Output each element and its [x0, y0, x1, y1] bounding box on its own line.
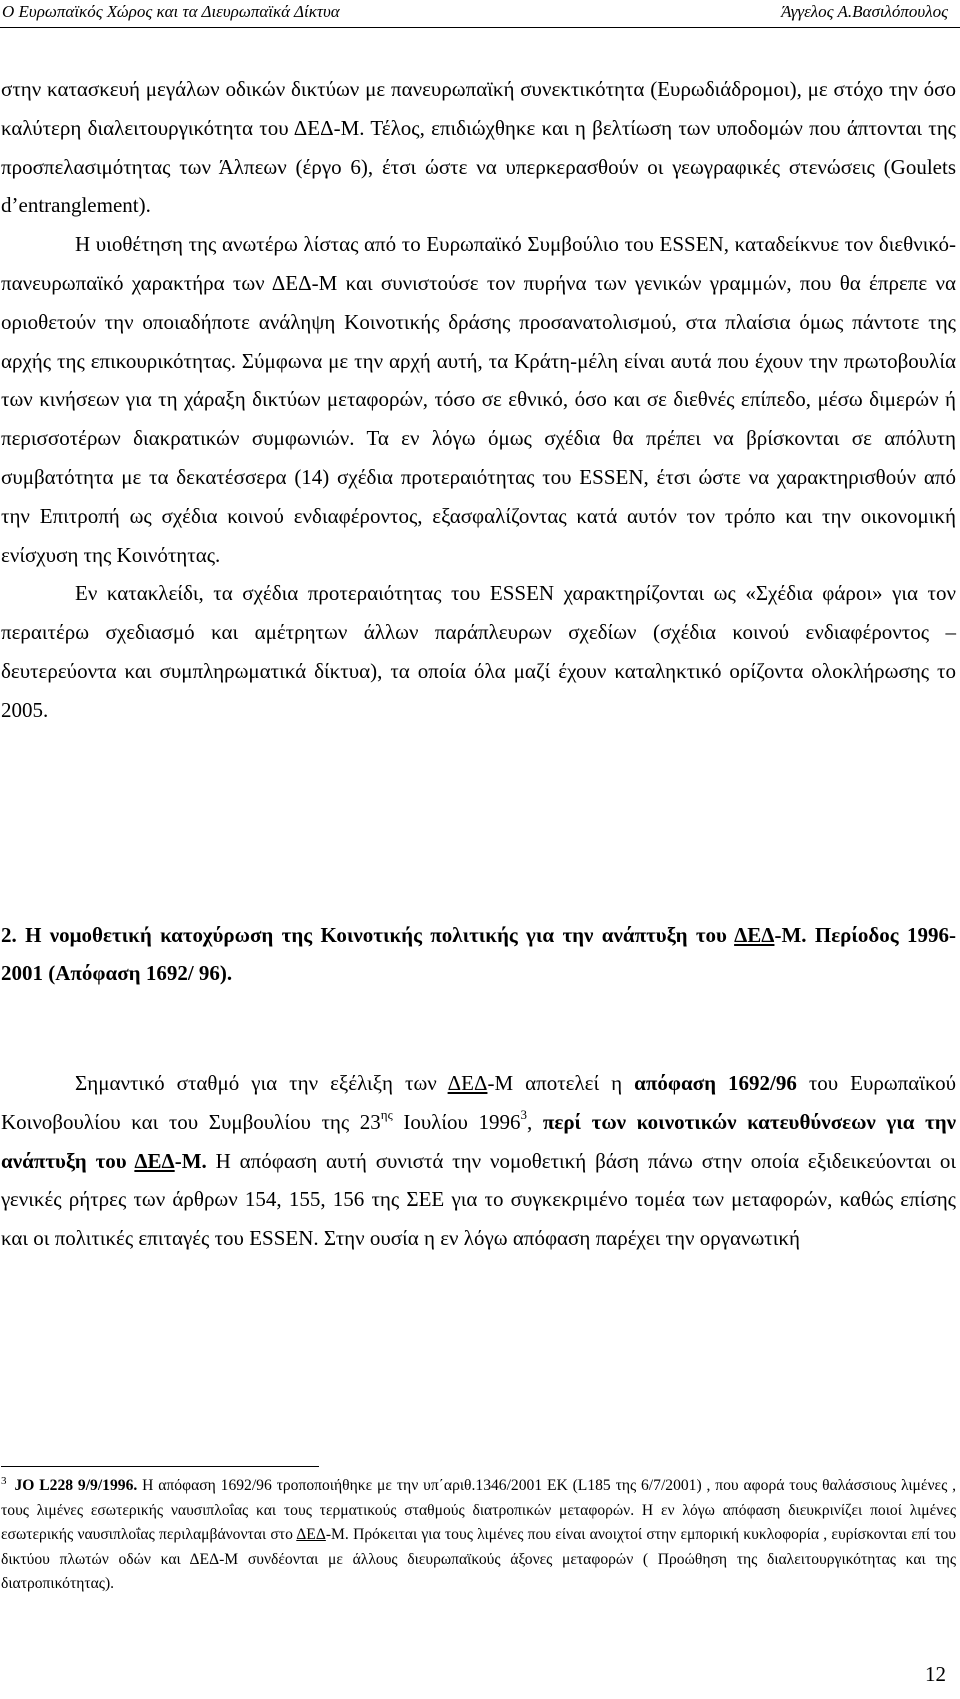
footnote: $^3$ JO L228 9/9/1996. Η απόφαση 1692/96 τροποποιήθηκε με την υπ΄αριθ.1346/2001 ΕΚ (L185 της 6/7/2001) , που αφορά τους θαλάσσιους λιμένες , τους λιμένες εσωτερικής ναυσιπλοΐας και τους τερματικούς σταθμούς διατροπικών μεταφορών. Η εν λόγω απόφαση διευκρινίζει ποιοί λιμένες εσωτερικής ναυσιπλοΐας περιλαμβάνονται στο ΔΕΔ-Μ. Πρόκειται για τους λιμένες που είναι ανοιχτοί στην εμπορική κυκλοφορία , ευρίσκονται επί του δικτύου πλωτών οδών και ΔΕΔ-Μ συνδέονται με άλλους διευρωπαϊκούς άξονες μεταφορών ( Προώθηση της διαλειτουργικότητας και της διατροπικότητας). — [1, 1475, 956, 1592]
page-number: 12 — [925, 1662, 946, 1686]
paragraph-3: Εν κατακλείδι, τα σχέδια προτεραιότητας του ESSEN χαρακτηρίζονται ως «Σχέδια φάροι» για τον περαιτέρω σχεδιασμό και αμέτρητων άλλων παράπλευρων σχεδίων (σχέδια κοινού ενδιαφέροντος – δευτερεύοντα και συμπληρωματικά δίκτυα), τα οποία όλα μαζί έχουν καταληκτικό ορίζοντα ολοκλήρωσης το 2005. — [1, 581, 956, 722]
paragraph-4: Σημαντικό σταθμό για την εξέλιξη των ΔΕΔ-Μ αποτελεί η απόφαση 1692/96 του Ευρωπαϊκού Κοινοβουλίου και του Συμβουλίου της $23^{\eta\varsigma}$ Ιουλίου 1996$^3$, περί των κοινοτικών κατευθύνσεων για την ανάπτυξη του ΔΕΔ-Μ. Η απόφαση αυτή συνιστά την νομοθετική βάση πάνω στην οποία εξιδεικεύονται οι γενικές ρήτρες των άρθρων 154, 155, 156 της ΣΕΕ για το συγκεκριμένο τομέα των μεταφορών, καθώς επίσης και οι πολιτικές επιταγές του ESSEN. Στην ουσία η εν λόγω απόφαση παρέχει την οργανωτική — [1, 1071, 957, 1251]
footnote-separator — [1, 1466, 319, 1467]
running-header — [0, 0, 960, 30]
body-text — [1, 70, 956, 730]
header-rule — [0, 27, 960, 28]
section-heading: 2. Η νομοθετική κατοχύρωση της Κοινοτικής πολιτικής για την ανάπτυξη του ΔΕΔ-Μ. Περίοδος 1996-2001 (Απόφαση 1692/ 96). — [1, 923, 956, 985]
header-author: Άγγελος Α.Βασιλόπουλος — [781, 2, 948, 21]
paragraph-1: στην κατασκευή μεγάλων οδικών δικτύων με πανευρωπαϊκή συνεκτικότητα (Ευρωδιάδρομοι), με στόχο την όσο καλύτερη διαλειτουργικότητα του ΔΕΔ-Μ. Τέλος, επιδιώχθηκε και η βελτίωση των υποδομών που άπτονται της προσπελασιμότητας των Άλπεων (έργο 6), έτσι ώστε να υπερκερασθούν οι γεωγραφικές στενώσεις (Goulets d’entranglement). — [1, 77, 956, 218]
paragraph-2: Η υιοθέτηση της ανωτέρω λίστας από το Ευρωπαϊκό Συμβούλιο του ESSEN, καταδείκνυε τον διεθνικό-πανευρωπαϊκό χαρακτήρα των ΔΕΔ-Μ και συνιστούσε τον πυρήνα των γενικών γραμμών, που θα έπρεπε να οριοθετούν την οποιαδήποτε ανάληψη Κοινοτικής δράσης προσανατολισμού, στα πλαίσια όμως πάντοτε της αρχής της επικουρικότητας. Σύμφωνα με την αρχή αυτή, τα Κράτη-μέλη είναι αυτά που έχουν την πρωτοβουλία των κινήσεων για τη χάραξη δικτύων μεταφορών, τόσο σε εθνικό, όσο και σε διεθνές επίπεδο, μέσω διμερών ή περισσοτέρων διακρατικών συμφωνιών. Τα εν λόγω όμως σχέδια θα πρέπει να βρίσκονται σε απόλυτη συμβατότητα με τα δεκατέσσερα (14) σχέδια προτεραιότητας του ESSEN, έτσι ώστε να χαρακτηρισθούν από την Επιτροπή ως σχέδια κοινού ενδιαφέροντος, εξασφαλίζοντας κατά αυτόν τον τρόπο και την οικονομική ενίσχυση της Κοινότητας. — [1, 232, 956, 567]
header-title: Ο Ευρωπαϊκός Χώρος και τα Διευρωπαϊκά Δίκτυα — [2, 2, 340, 21]
body-text-2 — [1, 1064, 956, 1258]
footnote-ref: 3 — [520, 1106, 528, 1122]
